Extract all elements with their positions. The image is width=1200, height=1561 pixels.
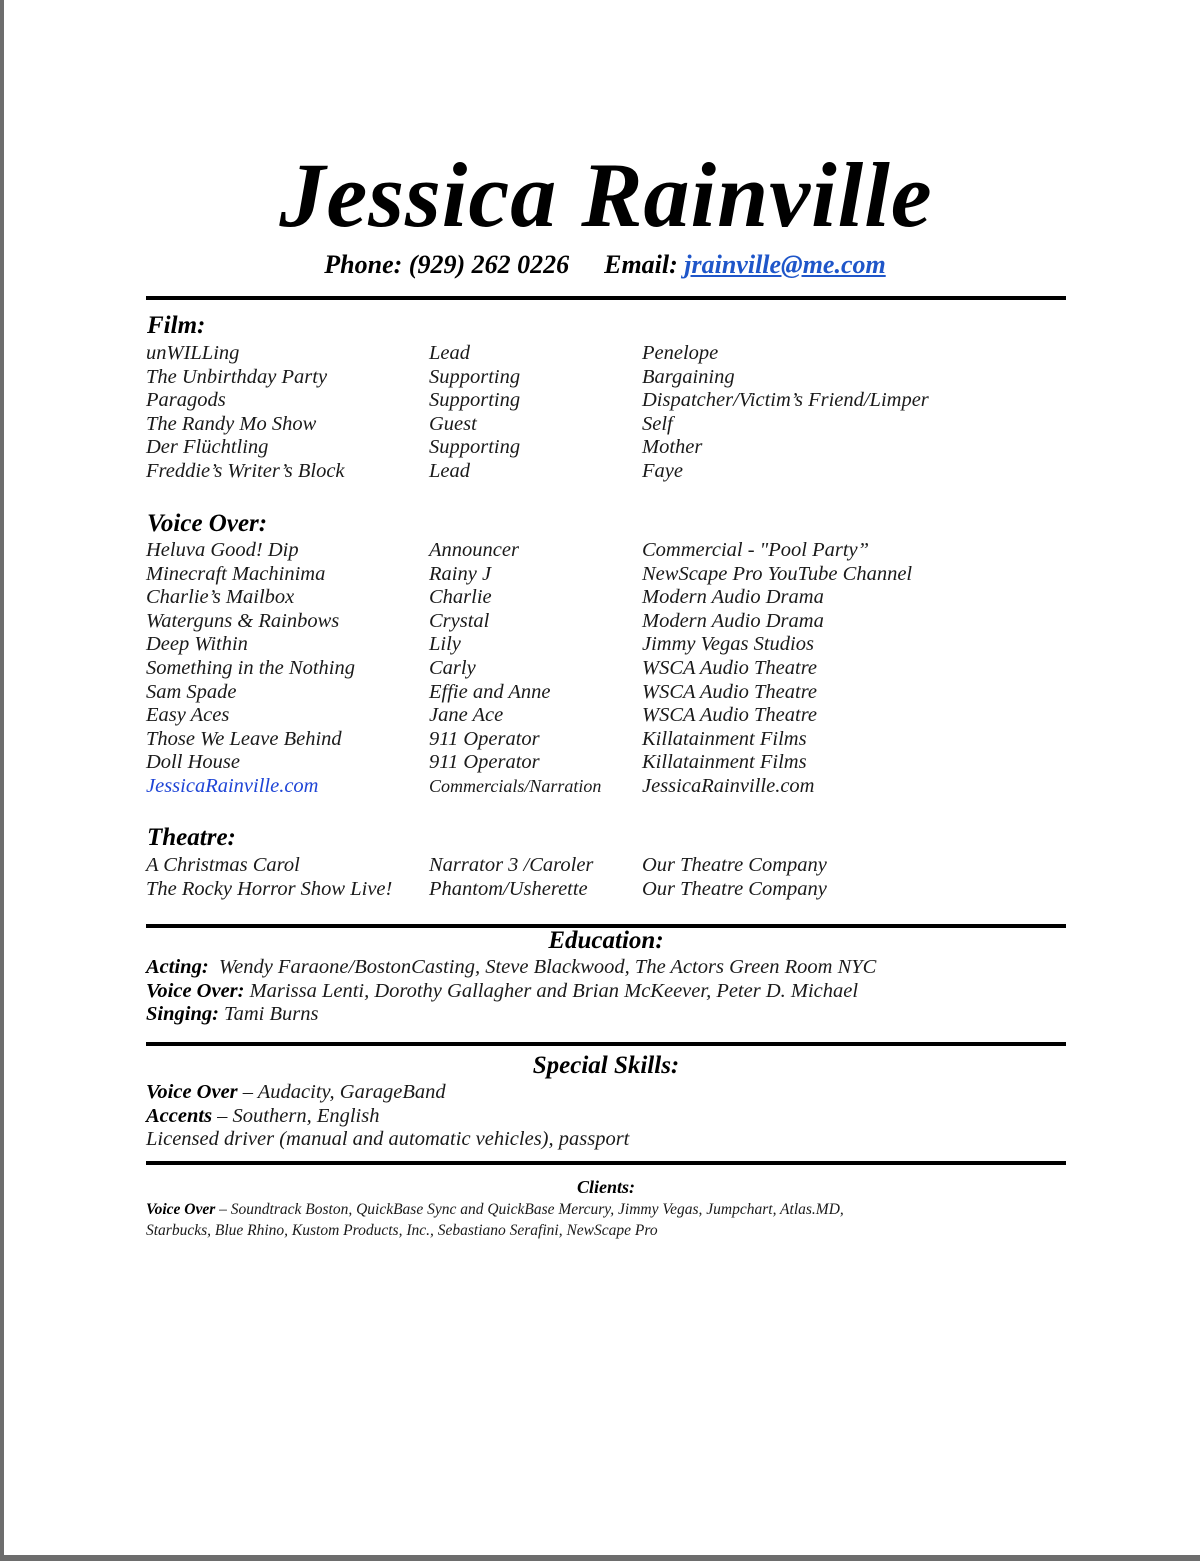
special-skills-section-title: Special Skills:	[532, 1052, 680, 1079]
credit-row	[146, 563, 1066, 587]
credit-row	[146, 586, 1066, 610]
acting-label: Acting:	[146, 956, 209, 978]
credit-company: Our Theatre Company	[642, 854, 827, 876]
theatre-section-title: Theatre:	[147, 824, 236, 851]
credit-row	[146, 633, 1066, 657]
singing-label: Singing:	[146, 1003, 219, 1025]
credit-role: Effie and Anne	[429, 680, 551, 703]
credit-company: JessicaRainville.com	[642, 774, 815, 797]
email-label: Email:	[604, 250, 678, 279]
divider-rule	[146, 1161, 1066, 1165]
credit-title: Paragods	[146, 389, 226, 412]
credit-row	[146, 413, 1066, 437]
credit-company: Bargaining	[642, 365, 735, 388]
credit-title: unWILLing	[146, 342, 240, 364]
voice-over-section-title: Voice Over:	[147, 510, 268, 537]
skill-accents	[146, 1105, 1066, 1129]
divider-rule	[146, 1042, 1066, 1046]
education-acting	[146, 956, 1066, 980]
credit-company: Mother	[642, 436, 703, 459]
acting-teachers: Wendy Faraone/BostonCasting, Steve Blackwood, The Actors Green Room NYC	[218, 956, 877, 978]
credit-role: Rainy J	[429, 562, 492, 585]
credit-role: Jane Ace	[429, 704, 504, 727]
credit-company: Faye	[642, 459, 683, 482]
film-credits	[146, 342, 1066, 484]
credit-role: Supporting	[429, 365, 521, 388]
credit-company: WSCA Audio Theatre	[642, 656, 818, 679]
credit-title: Charlie’s Mailbox	[146, 586, 295, 609]
credit-row	[146, 775, 1066, 799]
education-voice-over	[146, 980, 1066, 1004]
phone-label: Phone:	[324, 250, 403, 279]
credit-company: WSCA Audio Theatre	[642, 680, 818, 703]
credit-company: Commercial - "Pool Party”	[642, 539, 870, 561]
phone-number: (929) 262 0226	[408, 250, 570, 279]
credit-row	[146, 878, 1066, 902]
theatre-credits	[146, 854, 1066, 901]
clients-label: Voice Over	[146, 1201, 216, 1218]
contact-line	[0, 248, 1200, 282]
credit-role: Lily	[429, 633, 461, 656]
skill-voice-over	[146, 1081, 1066, 1105]
credit-row	[146, 854, 1066, 878]
voice-over-teachers: Marissa Lenti, Dorothy Gallagher and Brian McKeever, Peter D. Michael	[249, 980, 859, 1002]
divider-rule	[146, 296, 1066, 300]
credit-row	[146, 657, 1066, 681]
film-section-title: Film:	[147, 312, 206, 339]
credit-company: WSCA Audio Theatre	[642, 704, 818, 727]
website-link[interactable]: JessicaRainville.com	[146, 774, 319, 797]
singing-teachers: Tami Burns	[224, 1003, 319, 1025]
credit-company: Self	[642, 412, 673, 435]
credit-row	[146, 751, 1066, 775]
credit-role: Carly	[429, 656, 476, 679]
credit-company: Penelope	[642, 342, 719, 364]
credit-row	[146, 704, 1066, 728]
credit-title: Minecraft Machinima	[146, 562, 326, 585]
credit-title: Those We Leave Behind	[146, 727, 342, 750]
credit-role: Guest	[429, 412, 477, 435]
clients-text-1: – Soundtrack Boston, QuickBase Sync and QuickBase Mercury, Jimmy Vegas, Jumpchart, Atlas.MD,	[219, 1201, 844, 1218]
credit-row	[146, 728, 1066, 752]
credit-role: Commercials/Narration	[429, 775, 602, 796]
education-singing	[146, 1003, 1066, 1027]
credit-role: Narrator 3 /Caroler	[429, 854, 594, 876]
credit-title: Easy Aces	[146, 704, 230, 727]
credit-company: Modern Audio Drama	[642, 586, 824, 609]
credit-title: A Christmas Carol	[146, 854, 300, 876]
credit-title: Waterguns & Rainbows	[146, 609, 340, 632]
voice-over-label: Voice Over:	[146, 980, 245, 1002]
credit-role: 911 Operator	[429, 751, 540, 774]
credit-role: Supporting	[429, 436, 521, 459]
credit-title: Heluva Good! Dip	[146, 539, 299, 561]
credit-role: Crystal	[429, 609, 490, 632]
clients-line-2: Starbucks, Blue Rhino, Kustom Products, Inc., Sebastiano Serafini, NewScape Pro	[146, 1222, 658, 1239]
credit-row	[146, 460, 1066, 484]
credit-role: Lead	[429, 342, 470, 364]
credit-role: 911 Operator	[429, 727, 540, 750]
credit-title: Freddie’s Writer’s Block	[146, 459, 345, 482]
credit-role: Announcer	[429, 539, 519, 561]
skill-license: Licensed driver (manual and automatic vehicles), passport	[146, 1128, 630, 1150]
credit-company: Dispatcher/Victim’s Friend/Limper	[642, 389, 929, 412]
credit-title: The Unbirthday Party	[146, 365, 328, 388]
skill-accents-label: Accents	[146, 1105, 213, 1127]
credit-row	[146, 366, 1066, 390]
page-edge-bottom	[0, 1555, 1200, 1561]
credit-company: Killatainment Films	[642, 751, 807, 774]
credit-title: Doll House	[146, 751, 240, 774]
education-section-title: Education:	[548, 927, 664, 954]
voice-over-credits	[146, 539, 1066, 799]
credit-company: Killatainment Films	[642, 727, 807, 750]
credit-row	[146, 436, 1066, 460]
credit-role: Supporting	[429, 389, 521, 412]
credit-row	[146, 610, 1066, 634]
credit-role: Phantom/Usherette	[429, 877, 588, 900]
credit-row	[146, 681, 1066, 705]
email-link[interactable]: jrainville@me.com	[684, 250, 886, 279]
resume-name: Jessica Rainville	[279, 144, 933, 246]
credit-role: Charlie	[429, 586, 492, 609]
credit-company: Our Theatre Company	[642, 877, 827, 900]
credit-row	[146, 389, 1066, 413]
credit-row	[146, 539, 1066, 563]
credit-title: Something in the Nothing	[146, 656, 355, 679]
skill-voice-over-label: Voice Over	[146, 1081, 238, 1103]
credit-title: Deep Within	[146, 633, 248, 656]
clients-list	[146, 1199, 1066, 1241]
credit-title: The Rocky Horror Show Live!	[146, 877, 393, 900]
credit-row	[146, 342, 1066, 366]
credit-company: Modern Audio Drama	[642, 609, 824, 632]
credit-role: Lead	[429, 459, 470, 482]
skill-voice-over-text: – Audacity, GarageBand	[242, 1081, 446, 1103]
credit-title: Der Flüchtling	[146, 436, 269, 459]
skill-accents-text: – Southern, English	[217, 1105, 380, 1127]
credit-company: NewScape Pro YouTube Channel	[642, 562, 913, 585]
credit-title: Sam Spade	[146, 680, 237, 703]
credit-title: The Randy Mo Show	[146, 412, 317, 435]
clients-title: Clients:	[576, 1177, 635, 1197]
clients-line-1	[146, 1199, 1066, 1220]
credit-company: Jimmy Vegas Studios	[642, 633, 814, 656]
